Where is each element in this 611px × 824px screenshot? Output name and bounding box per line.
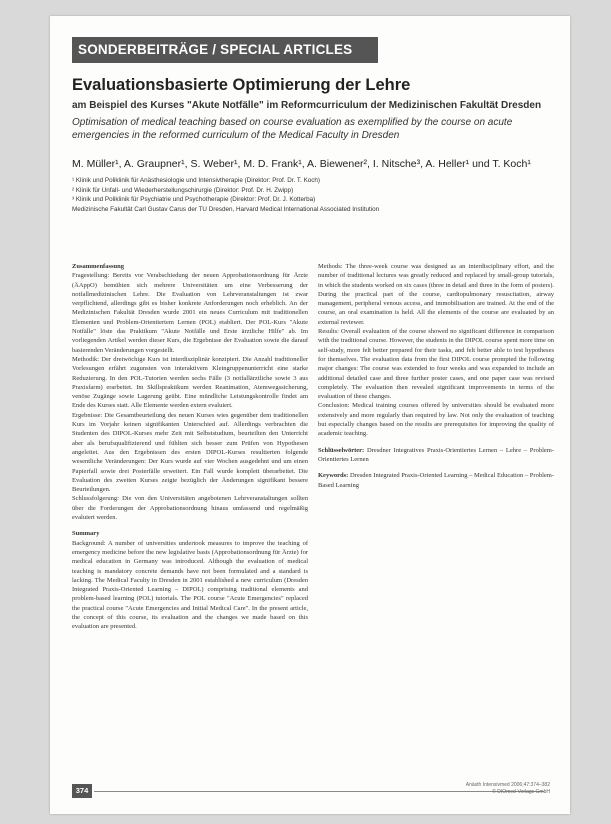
ergebnisse-text: Die Gesamtbeurteilung des neuen Kurses wies gegenüber dem traditionellen Kurs im Vorjahr keinen signifikanten Unterschied auf. Allerdings verbrachten die Studenten des DIPOL-Kurses mehr Zeit mit Selbststudium, beurteilten den Unterricht aber als berufsqualifizierend und fühlten sich besser zum Prüfen von Hypothesen angeleitet. Aus den Ergebnissen des ersten DIPOL-Kurses resultierten folgende wesentliche Veränderungen: Der Kurs wurde auf vier Wochen ausgedehnt und um einen Papierfall sowie drei Posterfälle erweitert. Ein Fall wurde komplett überarbeitet. Die Evaluation des zweiten Kurses zeigte bezüglich der Änderungen signifikant bessere Beurteilungen. — [72, 411, 309, 494]
article-title: Evaluationsbasierte Optimierung der Lehre — [72, 76, 411, 94]
background-paragraph — [72, 539, 308, 632]
affiliation-line: ¹ Klinik und Poliklinik für Anästhesiologie und Intensivtherapie (Direktor: Prof. Dr. T. Koch) — [72, 177, 321, 184]
summary-heading: Summary — [72, 530, 100, 538]
left-column — [72, 262, 308, 632]
results-text: Overall evaluation of the course showed no significant difference in comparison with the traditional course. However, the students in the DIPOL course spent more time on self-study, more felt better prepared for their tasks, and felt better able to test hypotheses for themselves. The evaluation data from the first DIPOL course prompted the following major changes: The course was extended to four weeks and was expanded to include an additional detailed case and three further poster cases, and one paper case was revised completely. The evaluation then revealed significant improvements in terms of the evaluation of these changes. — [318, 328, 554, 401]
affiliation-line: ² Klinik für Unfall- und Wiederherstellungschirurgie (Direktor: Prof. Dr. H. Zwipp) — [72, 186, 294, 194]
ergebnisse-label: Ergebnisse: — [72, 411, 103, 419]
background-text: A number of universities undertook measures to improve the teaching of emergency medicine before the new legislative basis (Approbationsordnung für Ärzte) for medical education in Germany was introduced. Although the evaluation of medical teaching is mandatory concrete demands have not been formulated and a standard is lacking. The Medical Faculty in Dresden in 2001 established a new curriculum (Dresden Integrated Praxis-Oriented Learning – DIPOL) comprising traditional elements and problem-based learning (POL) tutorials. The POL course "Acute Emergencies" replaced the practical course "Acute Emergencies and Initial Medical Care". In the present article, the concept of this course, its evaluation and the changes we made based on this evaluation are presented. — [72, 539, 308, 631]
methods-paragraph — [318, 262, 554, 327]
affiliation-line: Medizinische Fakultät Carl Gustav Carus der TU Dresden, Harvard Medical International Associated Institution — [72, 205, 380, 213]
methodik-text: Der dreiwöchige Kurs ist interdisziplinär konzipiert. Die Anzahl traditioneller Vorlesungen erfährt zugunsten von interaktivem Kleingruppenunterricht eine starke Reduzierung. In den POL-Tutorien werden sechs Fälle (3 notfallärztliche sowie 3 aus Praxisfarm) erarbeitet. Im Skillspraktikum werden Reanimation, Atemwegssicherung, venöse Zugänge sowie Lagerung geübt. Eine mündliche Leistungskontrolle findet am Ende des Kurses statt. Alle Elemente werden extern evaluiert. — [72, 355, 309, 410]
affiliation-line: ³ Klinik und Poliklinik für Psychiatrie und Psychotherapie (Direktor: Prof. Dr. J. Kotterba) — [72, 196, 316, 203]
fragestellung-text: Bereits vor Verabschiedung der neuen Approbationsordnung für Ärzte (ÄAppO) bemühten sich mehrere Universitäten um eine Verbesserung der notfallmedizinischen Lehre. Die Evaluation von Lehrveranstaltungen ist zwar verpflichtend, allerdings gibt es bisher konkrete Anforderungen noch erheblich. An der Medizinischen Fakultät Dresden wurde 2001 ein neues Curriculum mit traditionellen Elementen und Problem-Orientiertem Lernen (POL) etabliert. Der POL-Kurs "Akute Notfälle" löste das Praktikum "Akute Notfälle und Erste ärztliche Hilfe" ab. Im vorliegenden Artikel werden dieser Kurs, die Ergebnisse der Evaluation sowie die darauf basierenden Veränderungen vorgestellt. — [72, 272, 309, 354]
zusammenfassung-heading: Zusammenfassung — [72, 263, 125, 270]
schluss-label: Schlussfolgerung: — [72, 495, 119, 503]
methodik-paragraph — [72, 355, 308, 411]
schluss-text: Die von den Universitäten angebotenen Lehrveranstaltungen sollten über die Forderungen der Approbationsordnung hinaus umfassend und regelmäßig evaluiert werden. — [72, 495, 309, 522]
keywords-en-text: Dresden Integrated Praxis-Oriented Learning – Medical Education – Problem-Based Learning — [318, 472, 554, 489]
methods-text: The three-week course was designed as an interdisciplinary effort, and the number of traditional lectures was greatly reduced and replaced by small-group tutorials, in which the students worked on six cases (three in detail and three in the form of posters). During the practical part of the course, cardiopulmonary resuscitation, airway management, peripheral venous access, and immobilisation are trained. At the end of the course, an oral examination is held. All the elements of the course are evaluated by an external reviewer. — [318, 263, 554, 326]
fragestellung-paragraph — [72, 271, 308, 355]
citation-line: Anästh Intensivmed 2006;47:374–382 — [465, 782, 550, 788]
article-authors: M. Müller¹, A. Graupner¹, S. Weber¹, M. D. Frank¹, A. Biewener², I. Nitsche³, A. Heller¹ und T. Koch¹ — [72, 158, 531, 170]
results-paragraph — [318, 327, 554, 401]
conclusion-text: Medical training courses offered by universities should be evaluated more extensively and more regularly than required by law. Not only the evaluation of teaching but especially changes based on the results are prerequisites for improving the quality of academic teaching. — [318, 402, 554, 438]
affiliations — [72, 176, 552, 214]
keywords-de-text: Dresdner Integratives Praxis-Orientiertes Lernen – Lehre – Problem-Orientiertes Lernen — [318, 446, 555, 463]
keywords-de-paragraph — [318, 446, 554, 465]
section-banner: SONDERBEITRÄGE / SPECIAL ARTICLES — [72, 37, 378, 63]
keywords-en-label: Keywords: — [318, 472, 349, 480]
footer-citation — [430, 782, 550, 795]
article-english-title: Optimisation of medical teaching based on course evaluation as exemplified by the course on acute emergencies in the reformed curriculum of the Medical Faculty in Dresden — [72, 117, 513, 141]
methodik-label: Methodik: — [72, 355, 100, 363]
right-column — [318, 262, 554, 490]
ergebnisse-paragraph — [72, 411, 308, 495]
methods-label: Methods: — [318, 263, 343, 270]
keywords-en-paragraph — [318, 471, 554, 490]
results-label: Results: — [318, 328, 339, 336]
page-number: 374 — [72, 784, 92, 798]
journal-page — [50, 16, 570, 814]
conclusion-paragraph — [318, 401, 554, 438]
schluss-paragraph — [72, 494, 308, 522]
background-label: Background: — [72, 539, 106, 547]
conclusion-label: Conclusion: — [318, 402, 350, 410]
fragestellung-label: Fragestellung: — [72, 272, 110, 280]
keywords-de-label: Schlüsselwörter: — [318, 446, 365, 454]
citation-line: © DIOmed-Verlags GmbH — [492, 788, 550, 795]
article-subtitle: am Beispiel des Kurses "Akute Notfälle" im Reformcurriculum der Medizinischen Fakultät Dresden — [72, 100, 542, 111]
